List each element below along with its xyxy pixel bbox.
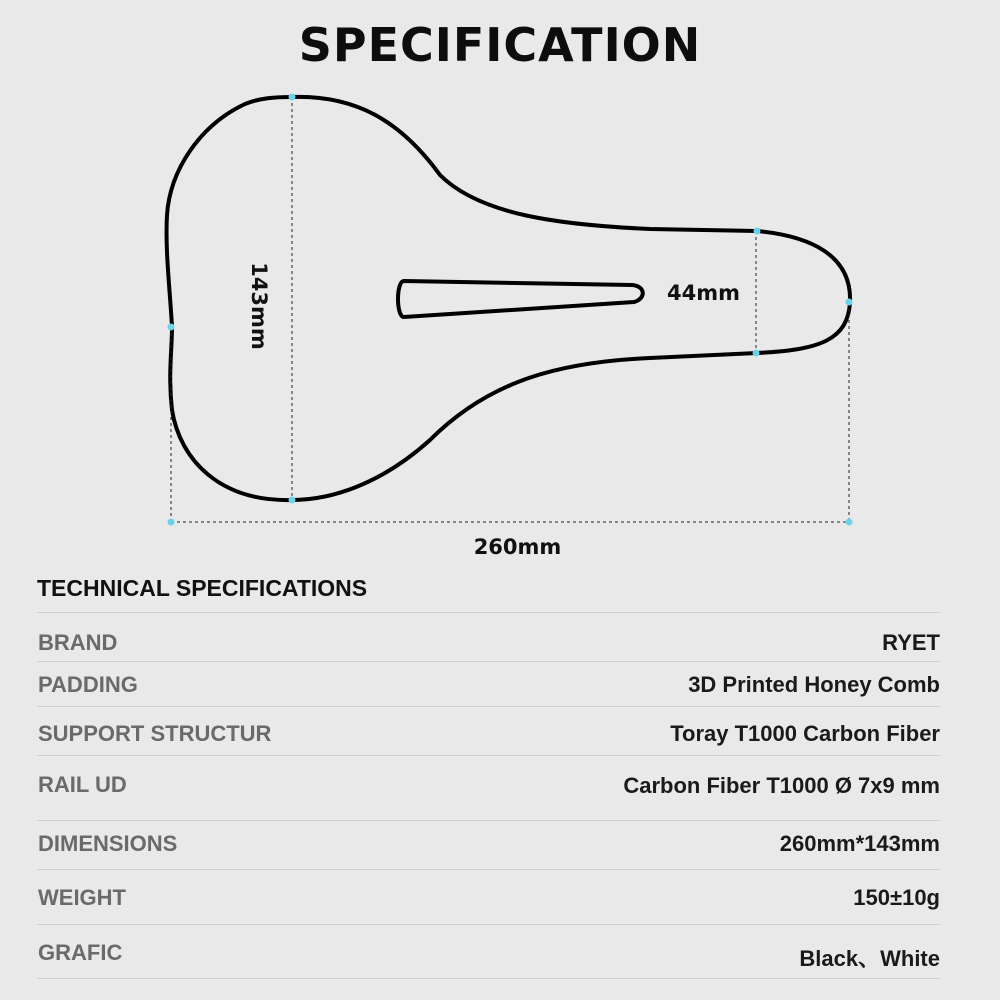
spec-label: RAIL UD xyxy=(38,772,127,797)
spec-row-padding xyxy=(37,661,940,707)
spec-label: BRAND xyxy=(38,630,118,655)
spec-row-weight xyxy=(37,869,940,925)
spec-value: Toray T1000 Carbon Fiber xyxy=(670,721,940,746)
spec-label: SUPPORT STRUCTUR xyxy=(38,721,272,746)
spec-value: RYET xyxy=(882,630,940,655)
spec-row-rail xyxy=(37,755,940,821)
spec-row-grafic xyxy=(37,924,940,979)
spec-value: 3D Printed Honey Comb xyxy=(688,672,940,697)
spec-label: GRAFIC xyxy=(38,940,123,965)
spec-value: 150±10g xyxy=(853,885,940,910)
specs-heading: TECHNICAL SPECIFICATIONS xyxy=(37,575,368,601)
spec-value: Black、White xyxy=(799,946,940,971)
saddle-cutout xyxy=(398,281,643,317)
spec-row-support-structure xyxy=(37,706,940,756)
height-dimension-label: 143mm xyxy=(247,262,271,350)
table-bottom-divider xyxy=(37,978,940,979)
spec-label: WEIGHT xyxy=(38,885,126,910)
spec-value: Carbon Fiber T1000 Ø 7x9 mm xyxy=(623,773,940,798)
width-dimension-label: 260mm xyxy=(473,535,562,559)
spec-label: PADDING xyxy=(38,672,138,697)
spec-label: DIMENSIONS xyxy=(38,831,178,856)
spec-row-brand xyxy=(37,612,940,662)
page-title: SPECIFICATION xyxy=(298,18,702,72)
spec-value: 260mm*143mm xyxy=(779,831,940,856)
slot-dimension-label: 44mm xyxy=(667,281,740,305)
spec-row-dimensions xyxy=(37,820,940,870)
